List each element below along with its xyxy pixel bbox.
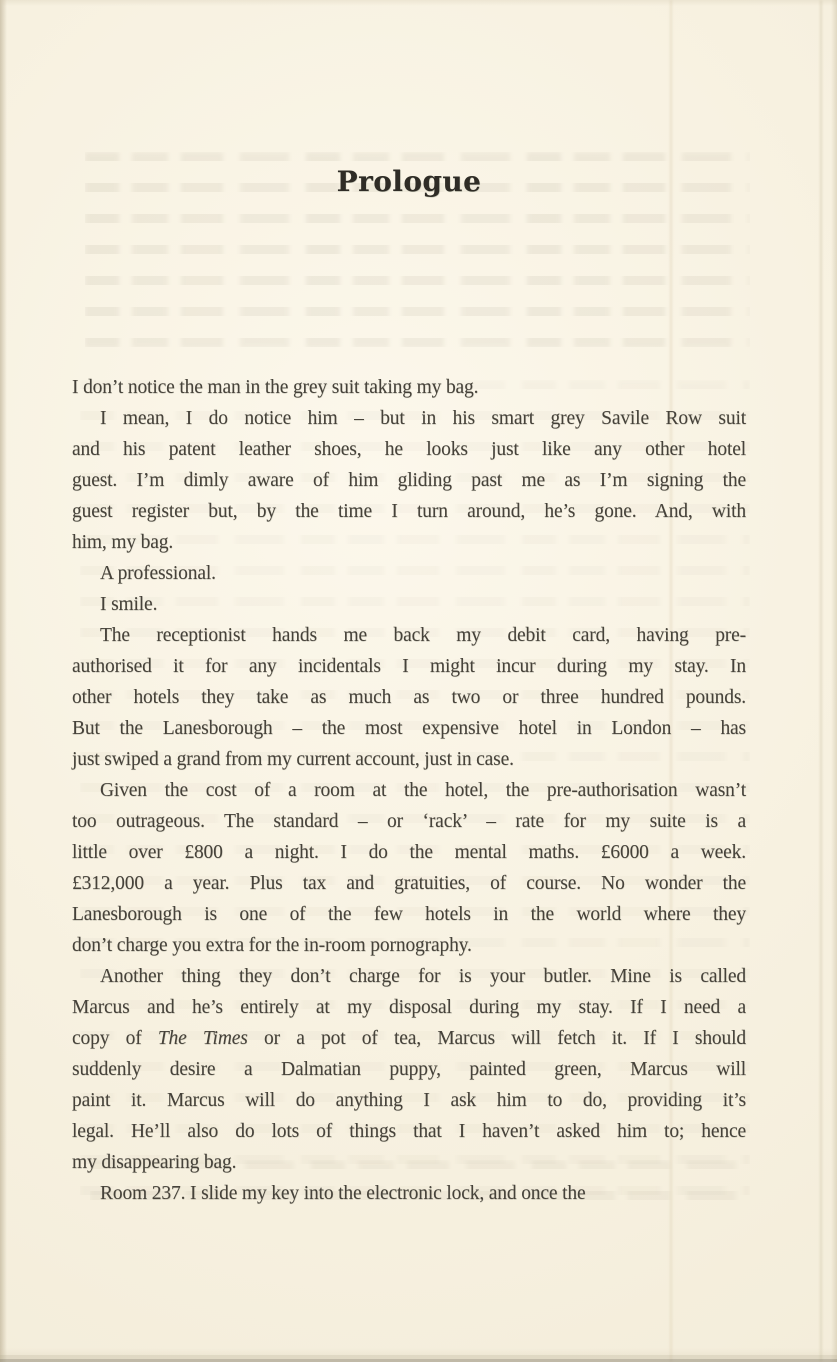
text-segment: other hotels they take as much as two or three hundred pounds. [72, 687, 746, 708]
text-segment: I smile. [100, 594, 158, 615]
text-segment: suddenly desire a Dalmatian puppy, painted green, Marcus will [72, 1059, 746, 1080]
paragraph [72, 961, 746, 1178]
text-segment: my disappearing bag. [72, 1152, 237, 1173]
text-line [72, 868, 746, 899]
text-line [72, 1054, 746, 1085]
text-segment: The receptionist hands me back my debit card, having pre- [100, 625, 746, 646]
text-segment: and his patent leather shoes, he looks just like any other hotel [72, 439, 746, 460]
text-line [72, 837, 746, 868]
paragraph [72, 372, 746, 403]
text-segment: Another thing they don’t charge for is your butler. Mine is called [100, 966, 746, 987]
text-line [72, 465, 746, 496]
text-line [72, 651, 746, 682]
text-segment: A professional. [100, 563, 216, 584]
text-segment: Lanesborough is one of the few hotels in the world where they [72, 904, 746, 925]
page-edge-shadow-left [0, 0, 7, 1362]
text-line [72, 713, 746, 744]
text-line [72, 930, 746, 961]
page-edge-shadow-right [831, 0, 837, 1362]
text-line [72, 992, 746, 1023]
paragraph [72, 558, 746, 589]
text-line [72, 372, 746, 403]
text-segment: or a pot of tea, Marcus will fetch it. If I should [247, 1028, 747, 1049]
text-segment: guest. I’m dimly aware of him gliding past me as I’m signing the [72, 470, 746, 491]
text-segment: £312,000 a year. Plus tax and gratuities, of course. No wonder the [72, 873, 746, 894]
page-edge-shadow-bottom [0, 1348, 837, 1362]
text-segment: just swiped a grand from my current account, just in case. [72, 749, 514, 770]
italic-text: The Times [157, 1028, 248, 1049]
text-segment: little over £800 a night. I do the mental maths. £6000 a week. [72, 842, 746, 863]
text-segment: I don’t notice the man in the grey suit taking my bag. [72, 377, 479, 398]
text-segment: copy of [72, 1028, 158, 1049]
text-line [72, 434, 746, 465]
body-text [72, 372, 746, 1209]
text-line [72, 620, 746, 651]
text-segment: I mean, I do notice him – but in his smart grey Savile Row suit [100, 408, 746, 429]
text-line [72, 403, 746, 434]
text-line [72, 589, 746, 620]
text-line [72, 899, 746, 930]
text-segment: paint it. Marcus will do anything I ask him to do, providing it’s [72, 1090, 746, 1111]
scan-streak [820, 0, 822, 1362]
text-line [72, 527, 746, 558]
text-segment: authorised it for any incidentals I might incur during my stay. In [72, 656, 746, 677]
text-segment: Room 237. I slide my key into the electronic lock, and once the [100, 1183, 586, 1204]
text-line [72, 1178, 746, 1209]
text-segment: don’t charge you extra for the in-room pornography. [72, 935, 472, 956]
text-line [72, 1023, 746, 1054]
page-edge-shadow-top [0, 0, 837, 6]
text-line [72, 682, 746, 713]
text-segment: Given the cost of a room at the hotel, the pre-authorisation wasn’t [100, 780, 746, 801]
text-segment: legal. He’ll also do lots of things that I haven’t asked him to; hence [72, 1121, 746, 1142]
chapter-heading: Prologue [336, 164, 482, 198]
text-line [72, 558, 746, 589]
text-segment: But the Lanesborough – the most expensive hotel in London – has [72, 718, 746, 739]
text-line [72, 1085, 746, 1116]
text-line [72, 775, 746, 806]
text-segment: guest register but, by the time I turn around, he’s gone. And, with [72, 501, 746, 522]
text-line [72, 1147, 746, 1178]
text-line [72, 744, 746, 775]
paragraph [72, 775, 746, 961]
text-line [72, 806, 746, 837]
text-line [72, 961, 746, 992]
text-line [72, 496, 746, 527]
text-segment: too outrageous. The standard – or ‘rack’ – rate for my suite is a [72, 811, 746, 832]
paragraph [72, 589, 746, 620]
paragraph [72, 620, 746, 775]
paragraph [72, 1178, 746, 1209]
text-segment: him, my bag. [72, 532, 174, 553]
text-line [72, 1116, 746, 1147]
paragraph [72, 403, 746, 558]
text-segment: Marcus and he’s entirely at my disposal during my stay. If I need a [72, 997, 746, 1018]
